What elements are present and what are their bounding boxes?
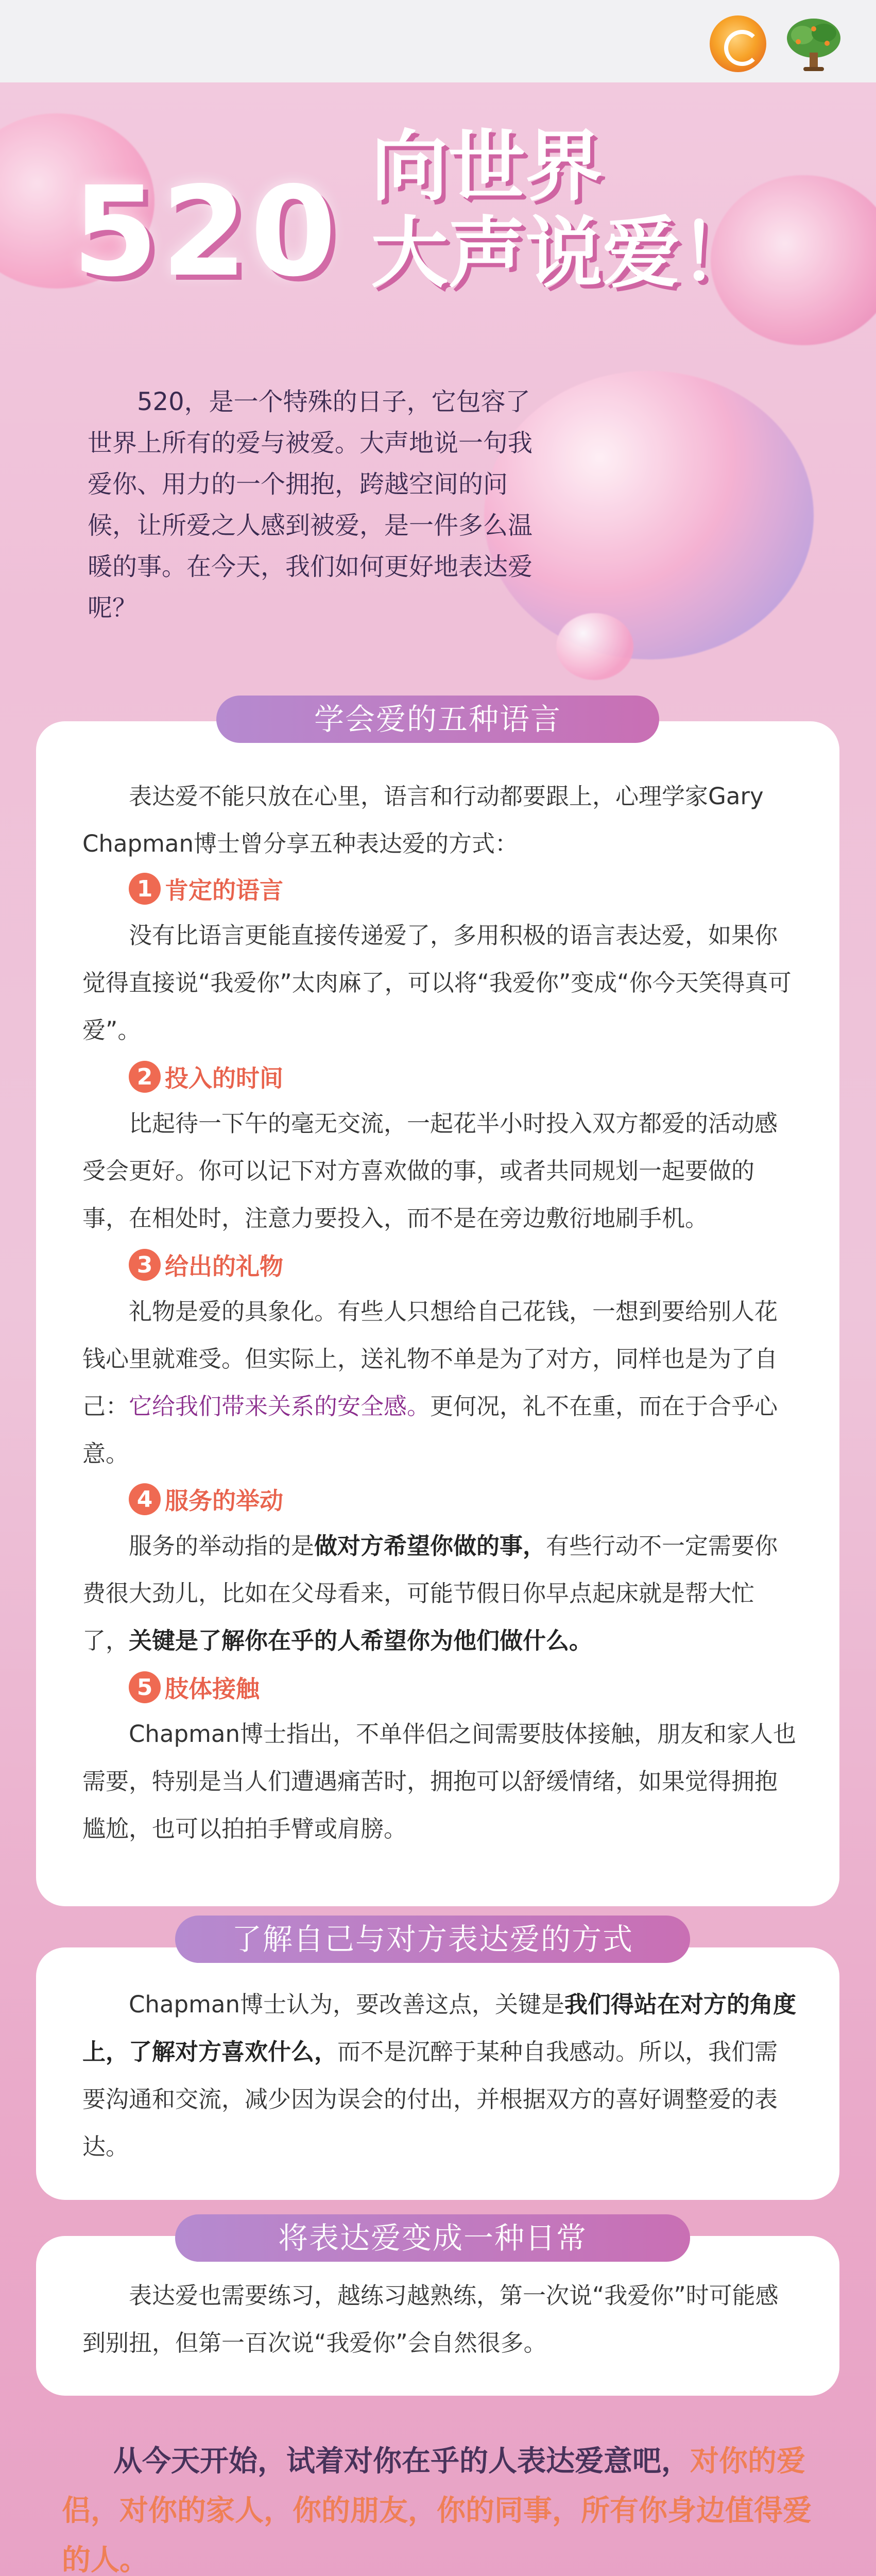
list-item-heading bbox=[129, 1669, 260, 1705]
item-text-part: 礼物是爱的具象化。有些人只想给自己花钱，一想到要给别人花钱心里就难受。但实际上，送礼物不单是为了对方，同样也是为了自己： bbox=[82, 1298, 778, 1420]
top-bar bbox=[0, 0, 876, 82]
hero-title-line2: 大声说爱！ bbox=[371, 209, 758, 298]
item-label: 给出的礼物 bbox=[165, 1252, 283, 1280]
section2-text-bold: 我们得站在对方的角度上，了解对方喜欢什么， bbox=[82, 1991, 797, 2065]
item-label: 肯定的语言 bbox=[165, 876, 283, 904]
list-item-heading bbox=[129, 871, 283, 907]
item-text-bold: 做对方希望你做的事， bbox=[314, 1532, 546, 1560]
item-text-part: 有些行动不一定需要你费很大劲儿，比如在父母看来，可能节假日你早点起床就是帮大忙了， bbox=[82, 1532, 778, 1654]
item-text-part: 更何况，礼不在重，而在于合乎心意。 bbox=[82, 1393, 778, 1467]
item-label: 投入的时间 bbox=[165, 1064, 283, 1092]
item-number: 3 bbox=[129, 1249, 161, 1281]
list-item-heading bbox=[129, 1481, 283, 1517]
item-text bbox=[82, 1522, 798, 1665]
intro-paragraph: 520，是一个特殊的日子，它包容了世界上所有的爱与被爱。大声地说一句我爱你、用力的一个拥抱，跨越空间的问候，让所爱之人感到被爱，是一件多么温暖的事。在今天，我们如何更好地表达爱呢？ bbox=[88, 387, 533, 622]
hero-number: 520 bbox=[72, 160, 339, 304]
item-number: 2 bbox=[129, 1061, 161, 1093]
section-title: 将表达爱变成一种日常 bbox=[175, 2214, 690, 2262]
hero-title-line1: 向世界 bbox=[371, 122, 603, 212]
section3-text: 表达爱也需要练习，越练习越熟练，第一次说“我爱你”时可能感到别扭，但第一百次说“我爱你”会自然很多。 bbox=[82, 2282, 779, 2357]
item-text-part: 服务的举动指的是 bbox=[129, 1532, 315, 1560]
closing-highlight: 对你的爱侣，对你的家人，你的朋友，你的同事，所有你身边值得爱的人。 bbox=[62, 2445, 812, 2576]
item-label: 服务的举动 bbox=[165, 1487, 283, 1515]
item-number: 4 bbox=[129, 1483, 161, 1515]
item-label: 肢体接触 bbox=[165, 1675, 260, 1703]
list-item-heading bbox=[129, 1059, 283, 1095]
heart-decoration bbox=[556, 613, 633, 680]
tree-logo-icon bbox=[783, 13, 845, 75]
section-title: 了解自己与对方表达爱的方式 bbox=[175, 1916, 690, 1963]
section2-text-part: 而不是沉醉于某种自我感动。所以，我们需要沟通和交流，减少因为误会的付出，并根据双方的喜好调整爱的表达。 bbox=[82, 2038, 778, 2160]
section-title: 学会爱的五种语言 bbox=[216, 696, 659, 743]
section2-text bbox=[82, 1981, 798, 2171]
item-text: 比起待一下午的毫无交流，一起花半小时投入双方都爱的活动感受会更好。你可以记下对方喜欢做的事，或者共同规划一起要做的事，在相处时，注意力要投入，而不是在旁边敷衍地刷手机。 bbox=[82, 1110, 778, 1232]
item-text: 没有比语言更能直接传递爱了，多用积极的语言表达爱，如果你觉得直接说“我爱你”太肉麻了，可以将“我爱你”变成“你今天笑得真可爱”。 bbox=[82, 922, 792, 1044]
item-text-highlight: 它给我们带来关系的安全感。 bbox=[129, 1393, 431, 1420]
closing-text: 从今天开始，试着对你在乎的人表达爱意吧， bbox=[113, 2445, 690, 2478]
closing-paragraph bbox=[62, 2437, 814, 2576]
hero-title bbox=[371, 124, 757, 297]
item-number: 1 bbox=[129, 873, 161, 905]
section1-lead: 表达爱不能只放在心里，语言和行动都要跟上，心理学家Gary Chapman博士曾分享五种表达爱的方式： bbox=[82, 783, 764, 857]
item-number: 5 bbox=[129, 1671, 161, 1703]
item-text-bold: 关键是了解你在乎的人希望你为他们做什么。 bbox=[129, 1627, 593, 1654]
item-text: Chapman博士指出，不单伴侣之间需要肢体接触，朋友和家人也需要，特别是当人们遭遇痛苦时，拥抱可以舒缓情绪，如果觉得拥抱尴尬，也可以拍拍手臂或肩膀。 bbox=[82, 1720, 797, 1842]
section2-text-part: Chapman博士认为，要改善这点，关键是 bbox=[129, 1991, 565, 2018]
orange-swirl-logo-icon bbox=[710, 15, 766, 72]
item-text bbox=[82, 1288, 798, 1478]
list-item-heading bbox=[129, 1247, 283, 1283]
